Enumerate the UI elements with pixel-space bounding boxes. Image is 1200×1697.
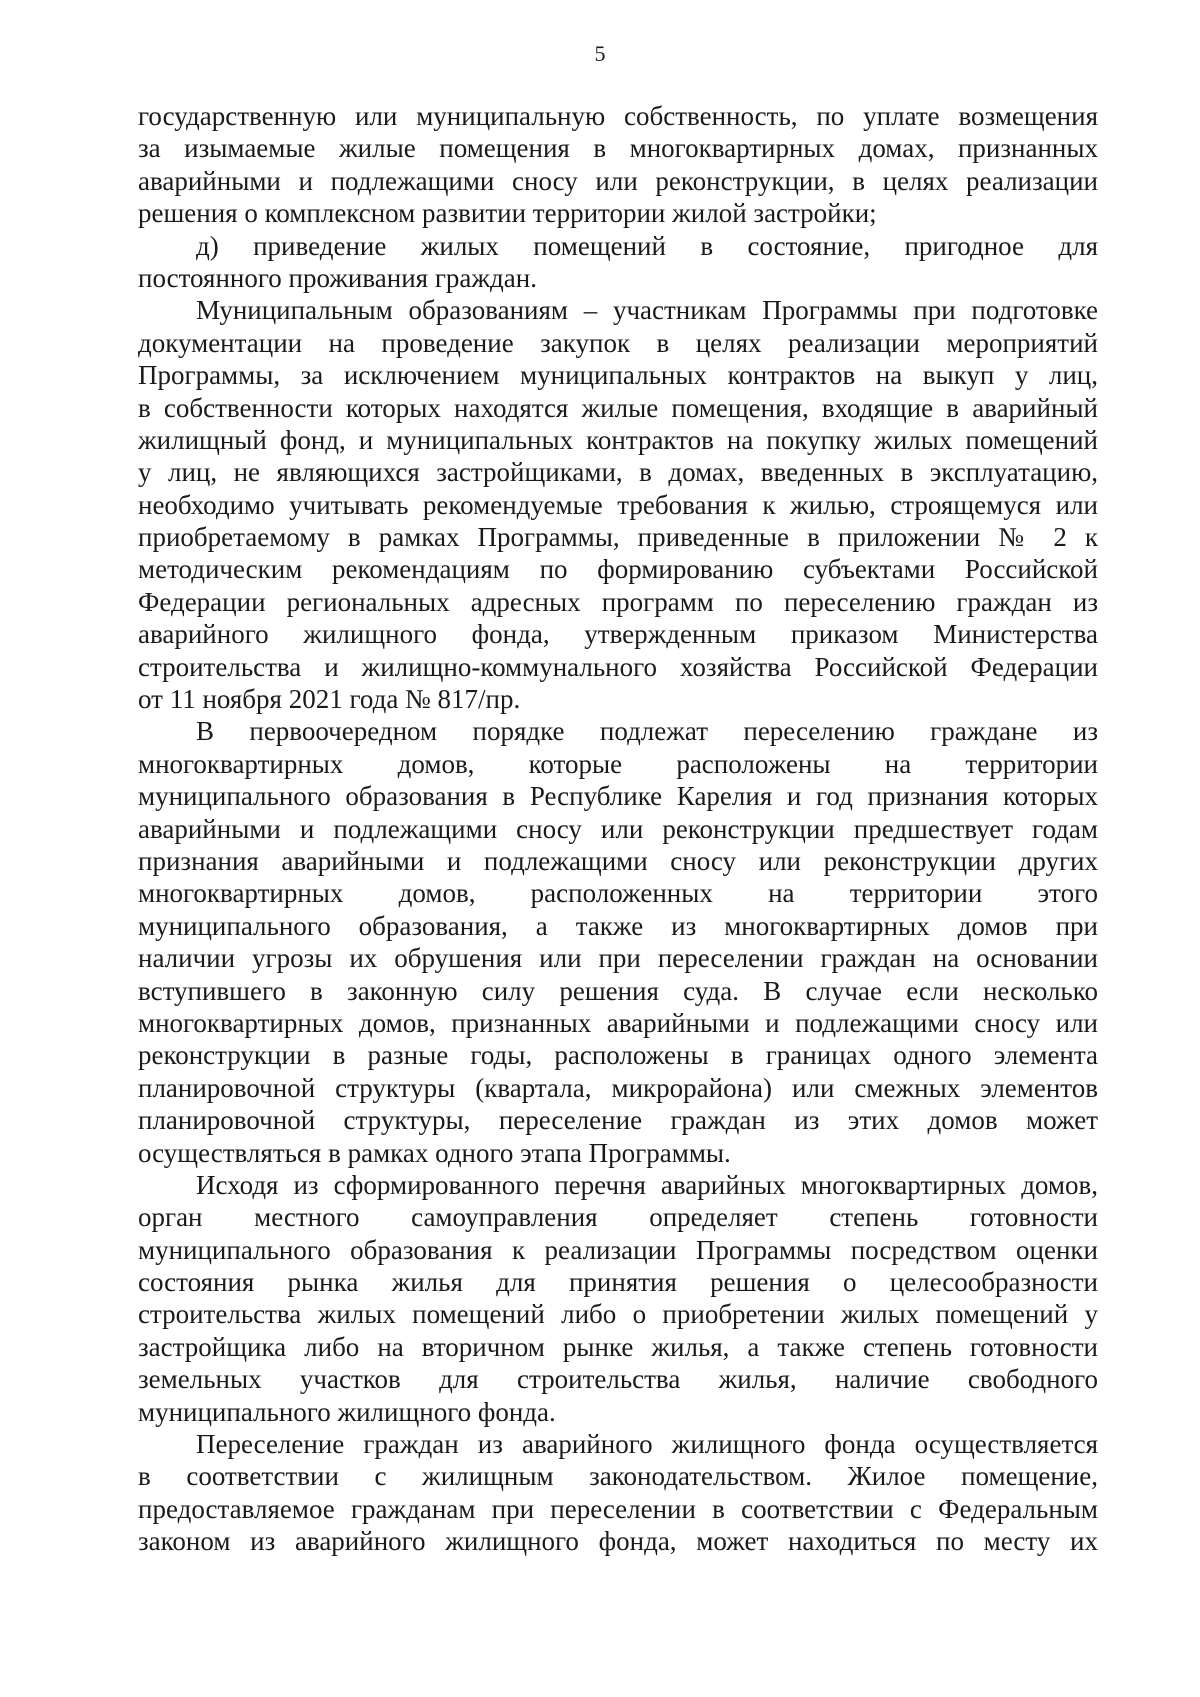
text-line: признания аварийными и подлежащими сносу или реконструкции других <box>138 845 1098 876</box>
text-line: методическим рекомендациям по формированию субъектами Российской <box>138 554 1098 585</box>
text-line: приобретаемому в рамках Программы, приведенные в приложении № 2 к <box>138 522 1098 553</box>
text-line: строительства жилых помещений либо о приобретении жилых помещений у <box>138 1299 1098 1330</box>
text-line: от 11 ноября 2021 года № 817/пр. <box>138 684 521 715</box>
text-line: законом из аварийного жилищного фонда, может находиться по месту их <box>138 1526 1098 1557</box>
text-line: аварийного жилищного фонда, утвержденным приказом Министерства <box>138 619 1098 650</box>
text-line: планировочной структуры (квартала, микрорайона) или смежных элементов <box>138 1072 1098 1103</box>
text-line: земельных участков для строительства жилья, наличие свободного <box>138 1364 1098 1395</box>
text-line: Федерации региональных адресных программ по переселению граждан из <box>138 586 1098 617</box>
text-line: необходимо учитывать рекомендуемые требования к жилью, строящемуся или <box>138 489 1098 520</box>
text-line: муниципального жилищного фонда. <box>138 1396 556 1427</box>
text-line: орган местного самоуправления определяет степень готовности <box>138 1202 1098 1233</box>
text-line: Исходя из сформированного перечня аварийных многоквартирных домов, <box>196 1169 1098 1200</box>
text-line: реконструкции в разные годы, расположены в границах одного элемента <box>138 1040 1098 1071</box>
text-line: В первоочередном порядке подлежат переселению граждане из <box>196 716 1098 747</box>
text-line: муниципального образования, а также из многоквартирных домов при <box>138 910 1098 941</box>
text-line: состояния рынка жилья для принятия решения о целесообразности <box>138 1267 1098 1298</box>
text-line: аварийными и подлежащими сносу или реконструкции предшествует годам <box>138 813 1098 844</box>
text-line: в соответствии с жилищным законодательством. Жилое помещение, <box>138 1461 1098 1492</box>
text-line: документации на проведение закупок в целях реализации мероприятий <box>138 327 1098 358</box>
text-line: за изымаемые жилые помещения в многоквартирных домах, признанных <box>138 133 1098 164</box>
text-line: осуществляться в рамках одного этапа Программы. <box>138 1137 731 1168</box>
text-line: наличии угрозы их обрушения или при переселении граждан на основании <box>138 943 1098 974</box>
text-line: застройщика либо на вторичном рынке жилья, а также степень готовности <box>138 1331 1098 1362</box>
document-body <box>138 100 1098 1558</box>
text-line: д) приведение жилых помещений в состояние, пригодное для <box>196 230 1098 261</box>
text-line: муниципального образования в Республике Карелия и год признания которых <box>138 781 1098 812</box>
text-line: многоквартирных домов, признанных аварийными и подлежащими сносу или <box>138 1007 1098 1038</box>
text-line: многоквартирных домов, расположенных на территории этого <box>138 878 1098 909</box>
text-line: многоквартирных домов, которые расположены на территории <box>138 748 1098 779</box>
text-line: постоянного проживания граждан. <box>138 262 537 293</box>
text-line: планировочной структуры, переселение граждан из этих домов может <box>138 1105 1098 1136</box>
text-line: Программы, за исключением муниципальных контрактов на выкуп у лиц, <box>138 360 1098 391</box>
text-line: у лиц, не являющихся застройщиками, в домах, введенных в эксплуатацию, <box>138 457 1098 488</box>
text-line: муниципального образования к реализации Программы посредством оценки <box>138 1234 1098 1265</box>
text-line: строительства и жилищно-коммунального хозяйства Российской Федерации <box>138 651 1098 682</box>
text-line: в собственности которых находятся жилые помещения, входящие в аварийный <box>138 392 1098 423</box>
text-line: аварийными и подлежащими сносу или реконструкции, в целях реализации <box>138 165 1098 196</box>
text-line: решения о комплексном развитии территории жилой застройки; <box>138 198 877 229</box>
text-line: государственную или муниципальную собственность, по уплате возмещения <box>138 101 1098 131</box>
text-line: предоставляемое гражданам при переселении в соответствии с Федеральным <box>138 1493 1098 1524</box>
text-line: жилищный фонд, и муниципальных контрактов на покупку жилых помещений <box>138 424 1098 455</box>
text-line: Переселение граждан из аварийного жилищного фонда осуществляется <box>196 1429 1098 1460</box>
text-line: вступившего в законную силу решения суда. В случае если несколько <box>138 975 1098 1006</box>
page-number: 5 <box>594 41 606 66</box>
text-line: Муниципальным образованиям – участникам Программы при подготовке <box>196 295 1098 326</box>
